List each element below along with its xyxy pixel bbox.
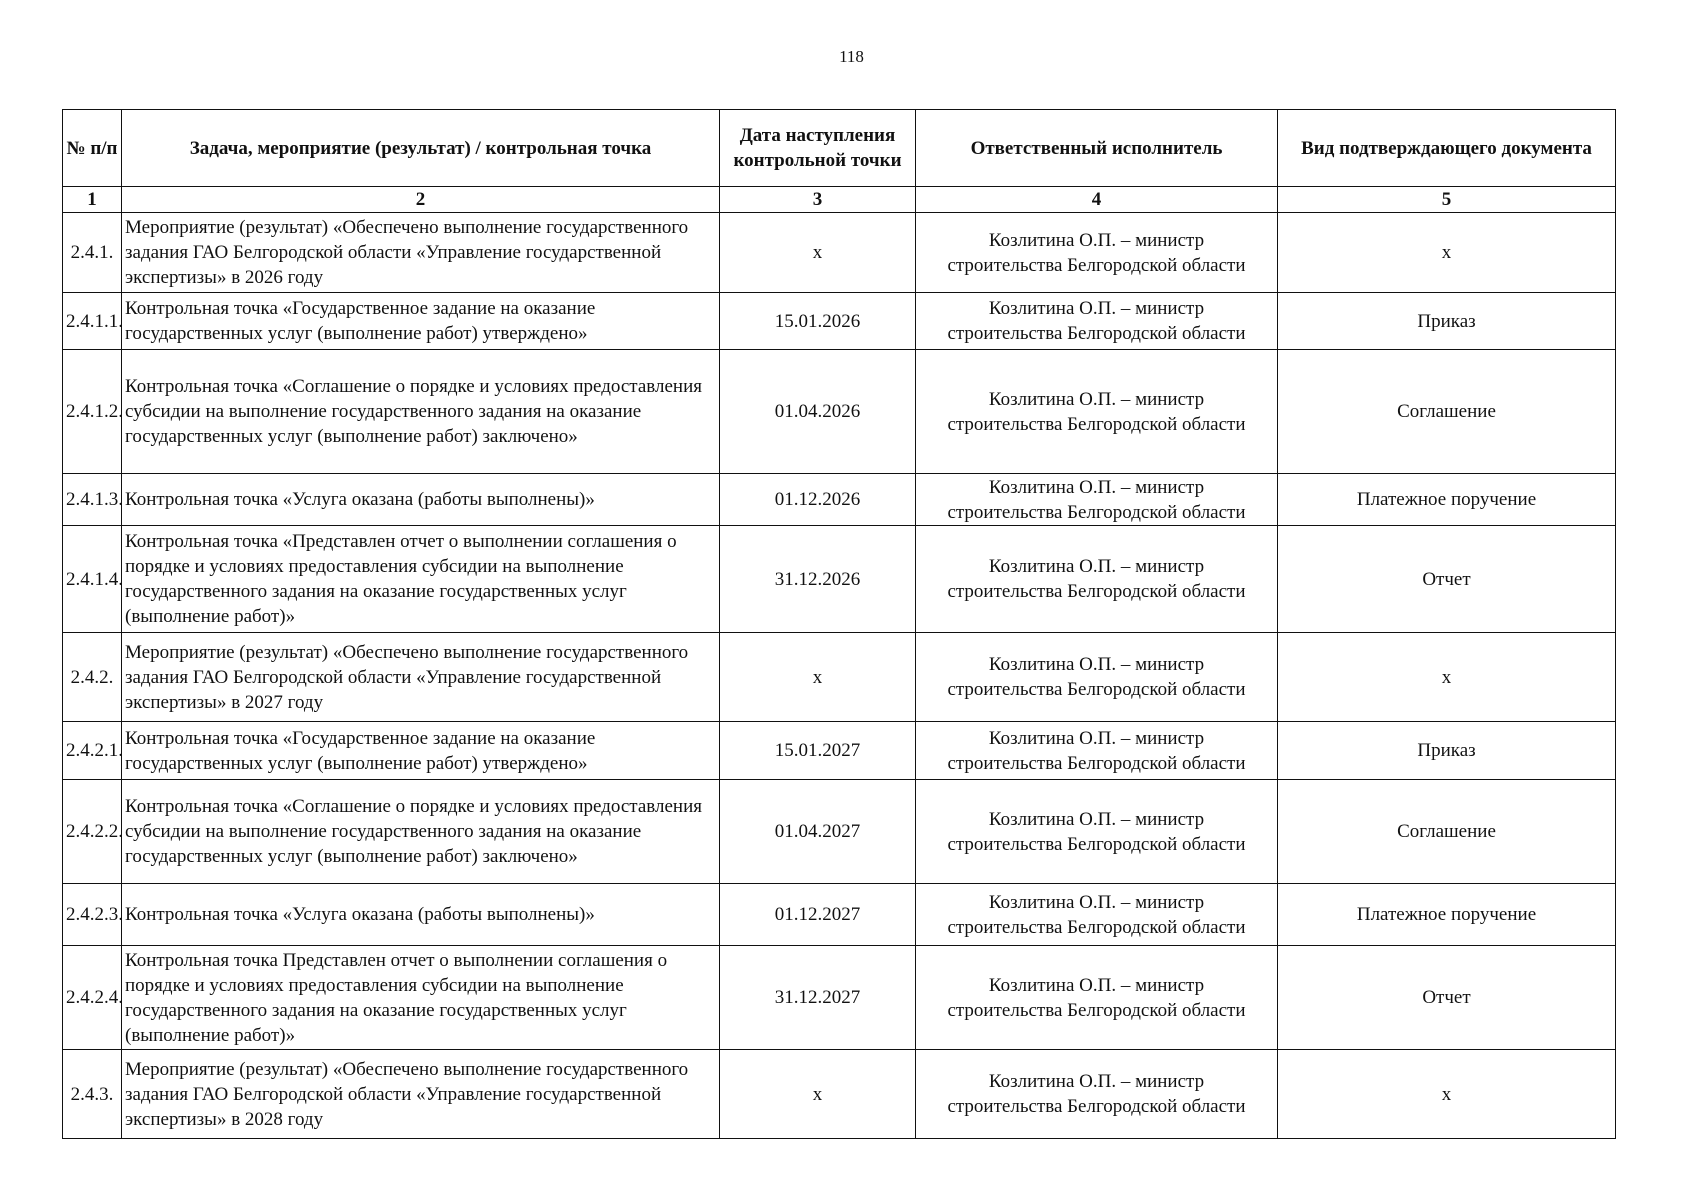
- table-row: [63, 946, 1616, 1050]
- row-date: x: [720, 1050, 916, 1139]
- responsible-position: строительства Белгородской области: [947, 501, 1246, 523]
- row-responsible: [916, 474, 1278, 526]
- row-document: Отчет: [1278, 946, 1616, 1050]
- column-number: 1: [63, 187, 122, 213]
- row-task: Контрольная точка «Соглашение о порядке и условиях предоставления субсидии на выполнение государственного задания на оказание государственных услуг (выполнение работ) заключено»: [122, 350, 720, 474]
- row-date: 31.12.2026: [720, 526, 916, 633]
- responsible-position: строительства Белгородской области: [947, 413, 1246, 435]
- row-number: 2.4.1.4.: [63, 526, 122, 633]
- row-task: Контрольная точка Представлен отчет о выполнении соглашения о порядке и условиях предоставления субсидии на выполнение государственного задания на оказание государственных услуг (выполнение работ)»: [122, 946, 720, 1050]
- responsible-name: Козлитина О.П. – министр: [988, 654, 1205, 675]
- row-document: Приказ: [1278, 722, 1616, 780]
- row-task: Контрольная точка «Представлен отчет о выполнении соглашения о порядке и условиях предоставления субсидии на выполнение государственного задания на оказание государственных услуг (выполнение работ)»: [122, 526, 720, 633]
- responsible-position: строительства Белгородской области: [947, 679, 1246, 700]
- row-document: Платежное поручение: [1278, 474, 1616, 526]
- responsible-position: строительства Белгородской области: [947, 581, 1246, 602]
- header-responsible: Ответственный исполнитель: [916, 110, 1278, 187]
- responsible-position: строительства Белгородской области: [947, 323, 1246, 344]
- row-date: 01.04.2026: [720, 350, 916, 474]
- row-task: Контрольная точка «Государственное задание на оказание государственных услуг (выполнение работ) утверждено»: [122, 293, 720, 350]
- responsible-name: Козлитина О.П. – министр: [988, 556, 1205, 577]
- row-task: Контрольная точка «Услуга оказана (работы выполнены)»: [122, 474, 720, 526]
- row-responsible: [916, 633, 1278, 722]
- row-date: x: [720, 633, 916, 722]
- row-responsible: [916, 293, 1278, 350]
- row-number: 2.4.3.: [63, 1050, 122, 1139]
- column-number: 4: [916, 187, 1278, 213]
- table-row: [63, 474, 1616, 526]
- table-row: [63, 213, 1616, 293]
- header-number: № п/п: [63, 110, 122, 187]
- row-date: 31.12.2027: [720, 946, 916, 1050]
- responsible-name: Козлитина О.П. – министр: [988, 808, 1205, 830]
- row-document: x: [1278, 213, 1616, 293]
- row-number: 2.4.1.3.: [63, 474, 122, 526]
- row-responsible: [916, 884, 1278, 946]
- responsible-position: строительства Белгородской области: [947, 833, 1246, 855]
- row-date: 01.12.2026: [720, 474, 916, 526]
- row-task: Мероприятие (результат) «Обеспечено выполнение государственного задания ГАО Белгородской области «Управление государственной экспертизы» в 2027 году: [122, 633, 720, 722]
- row-number: 2.4.2.: [63, 633, 122, 722]
- row-number: 2.4.2.1.: [63, 722, 122, 780]
- column-number-row: [63, 187, 1616, 213]
- responsible-name: Козлитина О.П. – министр: [988, 1071, 1205, 1092]
- column-number: 5: [1278, 187, 1616, 213]
- responsible-position: строительства Белгородской области: [947, 1096, 1246, 1117]
- table-row: [63, 350, 1616, 474]
- table-row: [63, 293, 1616, 350]
- row-responsible: [916, 213, 1278, 293]
- row-task: Мероприятие (результат) «Обеспечено выполнение государственного задания ГАО Белгородской области «Управление государственной экспертизы» в 2028 году: [122, 1050, 720, 1139]
- responsible-name: Козлитина О.П. – министр: [988, 727, 1205, 749]
- page-number: 118: [839, 47, 864, 66]
- header-row: [63, 110, 1616, 187]
- control-points-table: [62, 109, 1616, 1139]
- row-number: 2.4.1.: [63, 213, 122, 293]
- row-document: Отчет: [1278, 526, 1616, 633]
- row-document: Платежное поручение: [1278, 884, 1616, 946]
- row-date: x: [720, 213, 916, 293]
- responsible-name: Козлитина О.П. – министр: [988, 974, 1205, 996]
- row-task: Контрольная точка «Услуга оказана (работы выполнены)»: [122, 884, 720, 946]
- row-responsible: [916, 780, 1278, 884]
- row-responsible: [916, 722, 1278, 780]
- row-document: Соглашение: [1278, 350, 1616, 474]
- row-number: 2.4.2.3.: [63, 884, 122, 946]
- responsible-name: Козлитина О.П. – министр: [988, 476, 1205, 498]
- header-document: Вид подтверждающего документа: [1278, 110, 1616, 187]
- row-number: 2.4.2.4.: [63, 946, 122, 1050]
- row-document: x: [1278, 1050, 1616, 1139]
- responsible-position: строительства Белгородской области: [947, 254, 1246, 276]
- responsible-name: Козлитина О.П. – министр: [988, 891, 1205, 913]
- row-responsible: [916, 526, 1278, 633]
- column-number: 3: [720, 187, 916, 213]
- header-date: Дата наступления контрольной точки: [720, 110, 916, 187]
- responsible-position: строительства Белгородской области: [947, 999, 1246, 1021]
- row-number: 2.4.1.2.: [63, 350, 122, 474]
- row-task: Контрольная точка «Государственное задание на оказание государственных услуг (выполнение работ) утверждено»: [122, 722, 720, 780]
- row-task: Мероприятие (результат) «Обеспечено выполнение государственного задания ГАО Белгородской области «Управление государственной экспертизы» в 2026 году: [122, 213, 720, 293]
- row-responsible: [916, 1050, 1278, 1139]
- responsible-position: строительства Белгородской области: [947, 752, 1246, 774]
- row-date: 01.04.2027: [720, 780, 916, 884]
- row-document: x: [1278, 633, 1616, 722]
- responsible-position: строительства Белгородской области: [947, 916, 1246, 938]
- table-row: [63, 633, 1616, 722]
- row-task: Контрольная точка «Соглашение о порядке и условиях предоставления субсидии на выполнение государственного задания на оказание государственных услуг (выполнение работ) заключено»: [122, 780, 720, 884]
- column-number: 2: [122, 187, 720, 213]
- row-document: Соглашение: [1278, 780, 1616, 884]
- responsible-name: Козлитина О.П. – министр: [988, 388, 1205, 410]
- table-row: [63, 884, 1616, 946]
- row-responsible: [916, 350, 1278, 474]
- table-row: [63, 526, 1616, 633]
- row-date: 15.01.2026: [720, 293, 916, 350]
- row-number: 2.4.1.1.: [63, 293, 122, 350]
- row-responsible: [916, 946, 1278, 1050]
- table-row: [63, 1050, 1616, 1139]
- row-document: Приказ: [1278, 293, 1616, 350]
- table-row: [63, 780, 1616, 884]
- responsible-name: Козлитина О.П. – министр: [988, 298, 1205, 319]
- row-number: 2.4.2.2.: [63, 780, 122, 884]
- row-date: 15.01.2027: [720, 722, 916, 780]
- table-row: [63, 722, 1616, 780]
- header-task: Задача, мероприятие (результат) / контрольная точка: [122, 110, 720, 187]
- responsible-name: Козлитина О.П. – министр: [988, 229, 1205, 251]
- row-date: 01.12.2027: [720, 884, 916, 946]
